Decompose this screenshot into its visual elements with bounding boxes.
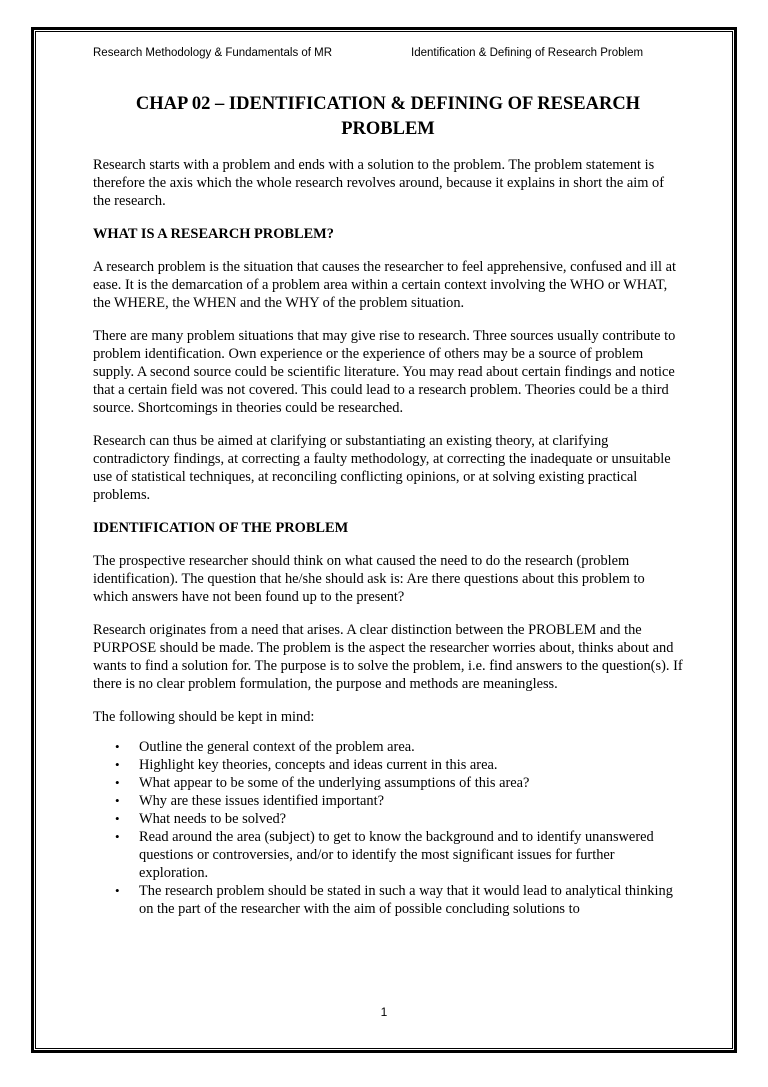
bullet-icon: • [115, 883, 120, 898]
list-item-text: The research problem should be stated in such a way that it would lead to analytical thinking on the part of the researcher with the aim of possible concluding solutions to [139, 883, 673, 917]
list-item-text: Read around the area (subject) to get to know the background and to identify unanswered questions or controversies, and/or to identify the most significant issues for further exploration. [139, 829, 654, 881]
running-header-left: Research Methodology & Fundamentals of MR [93, 47, 333, 59]
list-item [115, 828, 683, 882]
bullet-icon: • [115, 829, 120, 844]
list-item [115, 792, 683, 810]
paragraph-what-3: Research can thus be aimed at clarifying or substantiating an existing theory, at clarifying contradictory findings, at correcting a faulty methodology, at correcting the inadequate or unsuitable use of statistical techniques, at reconciling conflicting opinions, or at solving existing practical problems. [93, 433, 671, 503]
section-heading-identification: IDENTIFICATION OF THE PROBLEM [93, 520, 349, 536]
bullet-icon: • [115, 793, 120, 808]
list-item [115, 738, 683, 756]
list-item-text: Why are these issues identified important? [139, 793, 384, 809]
bullet-icon: • [115, 739, 120, 754]
paragraph-ident-3: The following should be kept in mind: [93, 709, 315, 725]
paragraph-ident-2: Research originates from a need that arises. A clear distinction between the PROBLEM and the PURPOSE should be made. The problem is the aspect the researcher worries about, thinks about and wants to find a solution for. The purpose is to solve the problem, i.e. find answers to the question(s). If there is no clear problem formulation, the purpose and methods are meaningless. [93, 622, 683, 692]
list-item [115, 882, 683, 918]
list-item [115, 774, 683, 792]
intro-paragraph: Research starts with a problem and ends with a solution to the problem. The problem statement is therefore the axis which the whole research revolves around, because it explains in short the aim of the research. [93, 157, 665, 209]
page-number: 1 [380, 1005, 388, 1019]
chapter-title: CHAP 02 – IDENTIFICATION & DEFINING OF RESEARCH PROBLEM [135, 94, 641, 139]
paragraph-ident-1: The prospective researcher should think on what caused the need to do the research (problem identification). The question that he/she should ask is: Are there questions about this problem to which answers have not been found up to the present? [93, 553, 645, 605]
section-heading-what-is: WHAT IS A RESEARCH PROBLEM? [93, 226, 334, 242]
list-item-text: Outline the general context of the problem area. [139, 739, 415, 755]
list-item [115, 756, 683, 774]
paragraph-what-2: There are many problem situations that may give rise to research. Three sources usually contribute to problem identification. Own experience or the experience of others may be a source of problem supply. A second source could be scientific literature. You may read about certain findings and notice that a certain field was not covered. This could lead to a research problem. Theories could be a third source. Shortcomings in theories could be researched. [93, 328, 676, 416]
paragraph-what-1: A research problem is the situation that causes the researcher to feel apprehensive, confused and ill at ease. It is the demarcation of a problem area within a certain context involving the WHO or WHAT, the WHERE, the WHEN and the WHY of the problem situation. [93, 259, 676, 311]
bullet-icon: • [115, 757, 120, 772]
bullet-icon: • [115, 775, 120, 790]
bullet-icon: • [115, 811, 120, 826]
bullet-list [93, 738, 683, 918]
list-item-text: What needs to be solved? [139, 811, 287, 827]
page-body [93, 92, 683, 918]
list-item-text: What appear to be some of the underlying assumptions of this area? [139, 775, 530, 791]
list-item [115, 810, 683, 828]
list-item-text: Highlight key theories, concepts and ideas current in this area. [139, 757, 498, 773]
running-header-right: Identification & Defining of Research Problem [411, 47, 644, 59]
